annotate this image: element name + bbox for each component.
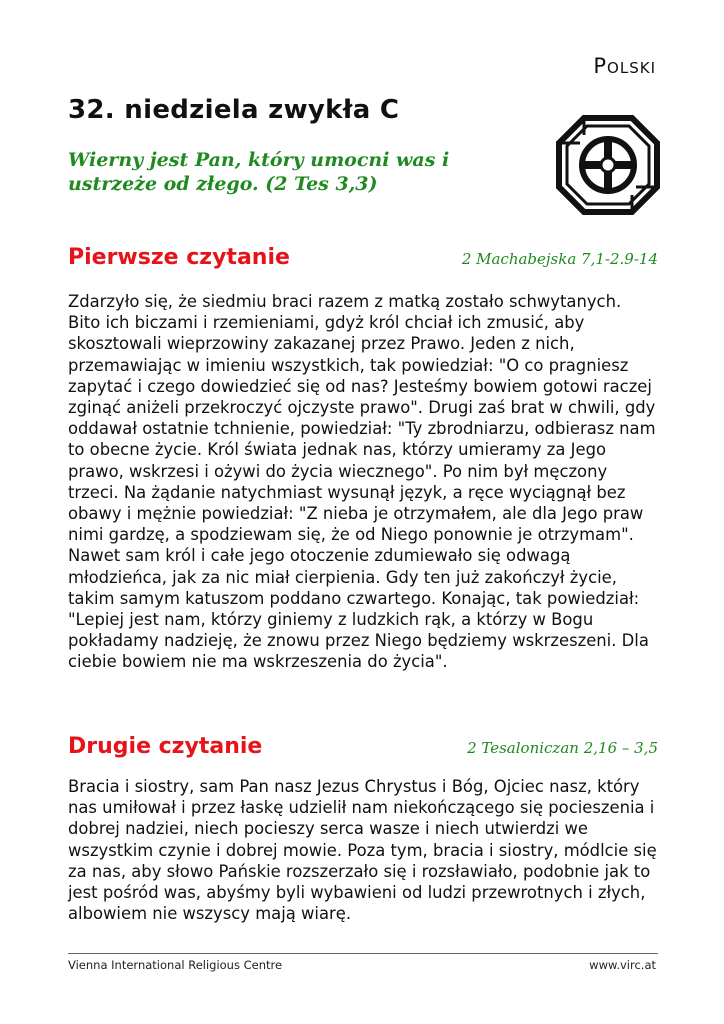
footer-organization: Vienna International Religious Centre (68, 958, 283, 972)
first-reading-header (68, 245, 658, 270)
second-reading-title: Drugie czytanie (68, 734, 263, 759)
first-reading-text: Zdarzyło się, że siedmiu braci razem z matką zostało schwytanych. Bito ich biczami i rzemieniami, gdyż król chciał ich zmusić, aby skosztowali wieprzowiny zakazanej przez Prawo. Jeden z nich, przemawiając w imieniu wszystkich, tak powiedział: "O co pragniesz zapytać i czego dowiedzieć się od nas? Jesteśmy bowiem gotowi raczej zginąć aniżeli przekroczyć ojczyste prawo". Drugi zaś brat w chwili, gdy oddawał ostatnie tchnienie, powiedział: "Ty zbrodniarzu, odbierasz nam to obecne życie. Król świata jednak nas, którzy umieramy za Jego prawo, wskrzesi i ożywi do życia wiecznego". Po nim był męczony trzeci. Na żądanie natychmiast wysunął język, a ręce wyciągnął bez obawy i mężnie powiedział: "Z nieba je otrzymałem, ale dla Jego praw nimi gardzę, a spodziewam się, że od Niego ponownie je otrzymam". Nawet sam król i całe jego otoczenie zdumiewało się odwagą młodzieńca, jak za nic miał cierpienia. Gdy ten już zakończył życie, takim samym katuszom poddano czwartego. Konając, tak powiedział: "Lepiej jest nam, którzy giniemy z ludzkich rąk, a którzy w Bogu pokładamy nadzieję, że znowu przez Niego będziemy wskrzeszeni. Dla ciebie bowiem nie ma wskrzeszenia do życia". (68, 292, 656, 672)
footer-divider (68, 953, 658, 954)
language-label: Polski (593, 54, 656, 78)
second-reading-text: Bracia i siostry, sam Pan nasz Jezus Chrystus i Bóg, Ojciec nasz, który nas umiłował i przez łaskę udzielił nam niekończącego się pocieszenia i dobrej nadziei, niech pocieszy serca wasze i niech utwierdzi we wszystkim czynie i dobrej mowie. Poza tym, bracia i siostry, módlcie się za nas, aby słowo Pańskie rozszerzało się i rozsławiało, podobnie jak to jest pośród was, abyśmy byli wybawieni od ludzi przewrotnych i złych, albowiem nie wszyscy mają wiarę. (68, 777, 657, 924)
motto-verse: Wierny jest Pan, który umocni was i ustrzeże od złego. (2 Tes 3,3) (68, 149, 450, 195)
second-reading-header (68, 734, 658, 759)
second-reading-reference: 2 Tesaloniczan 2,16 – 3,5 (467, 739, 658, 757)
first-reading-title: Pierwsze czytanie (68, 245, 290, 270)
footer-website: www.virc.at (589, 958, 656, 972)
first-reading-reference: 2 Machabejska 7,1-2.9-14 (461, 250, 658, 268)
virc-cross-logo-icon (556, 115, 660, 215)
page-title: 32. niedziela zwykła C (68, 95, 400, 125)
